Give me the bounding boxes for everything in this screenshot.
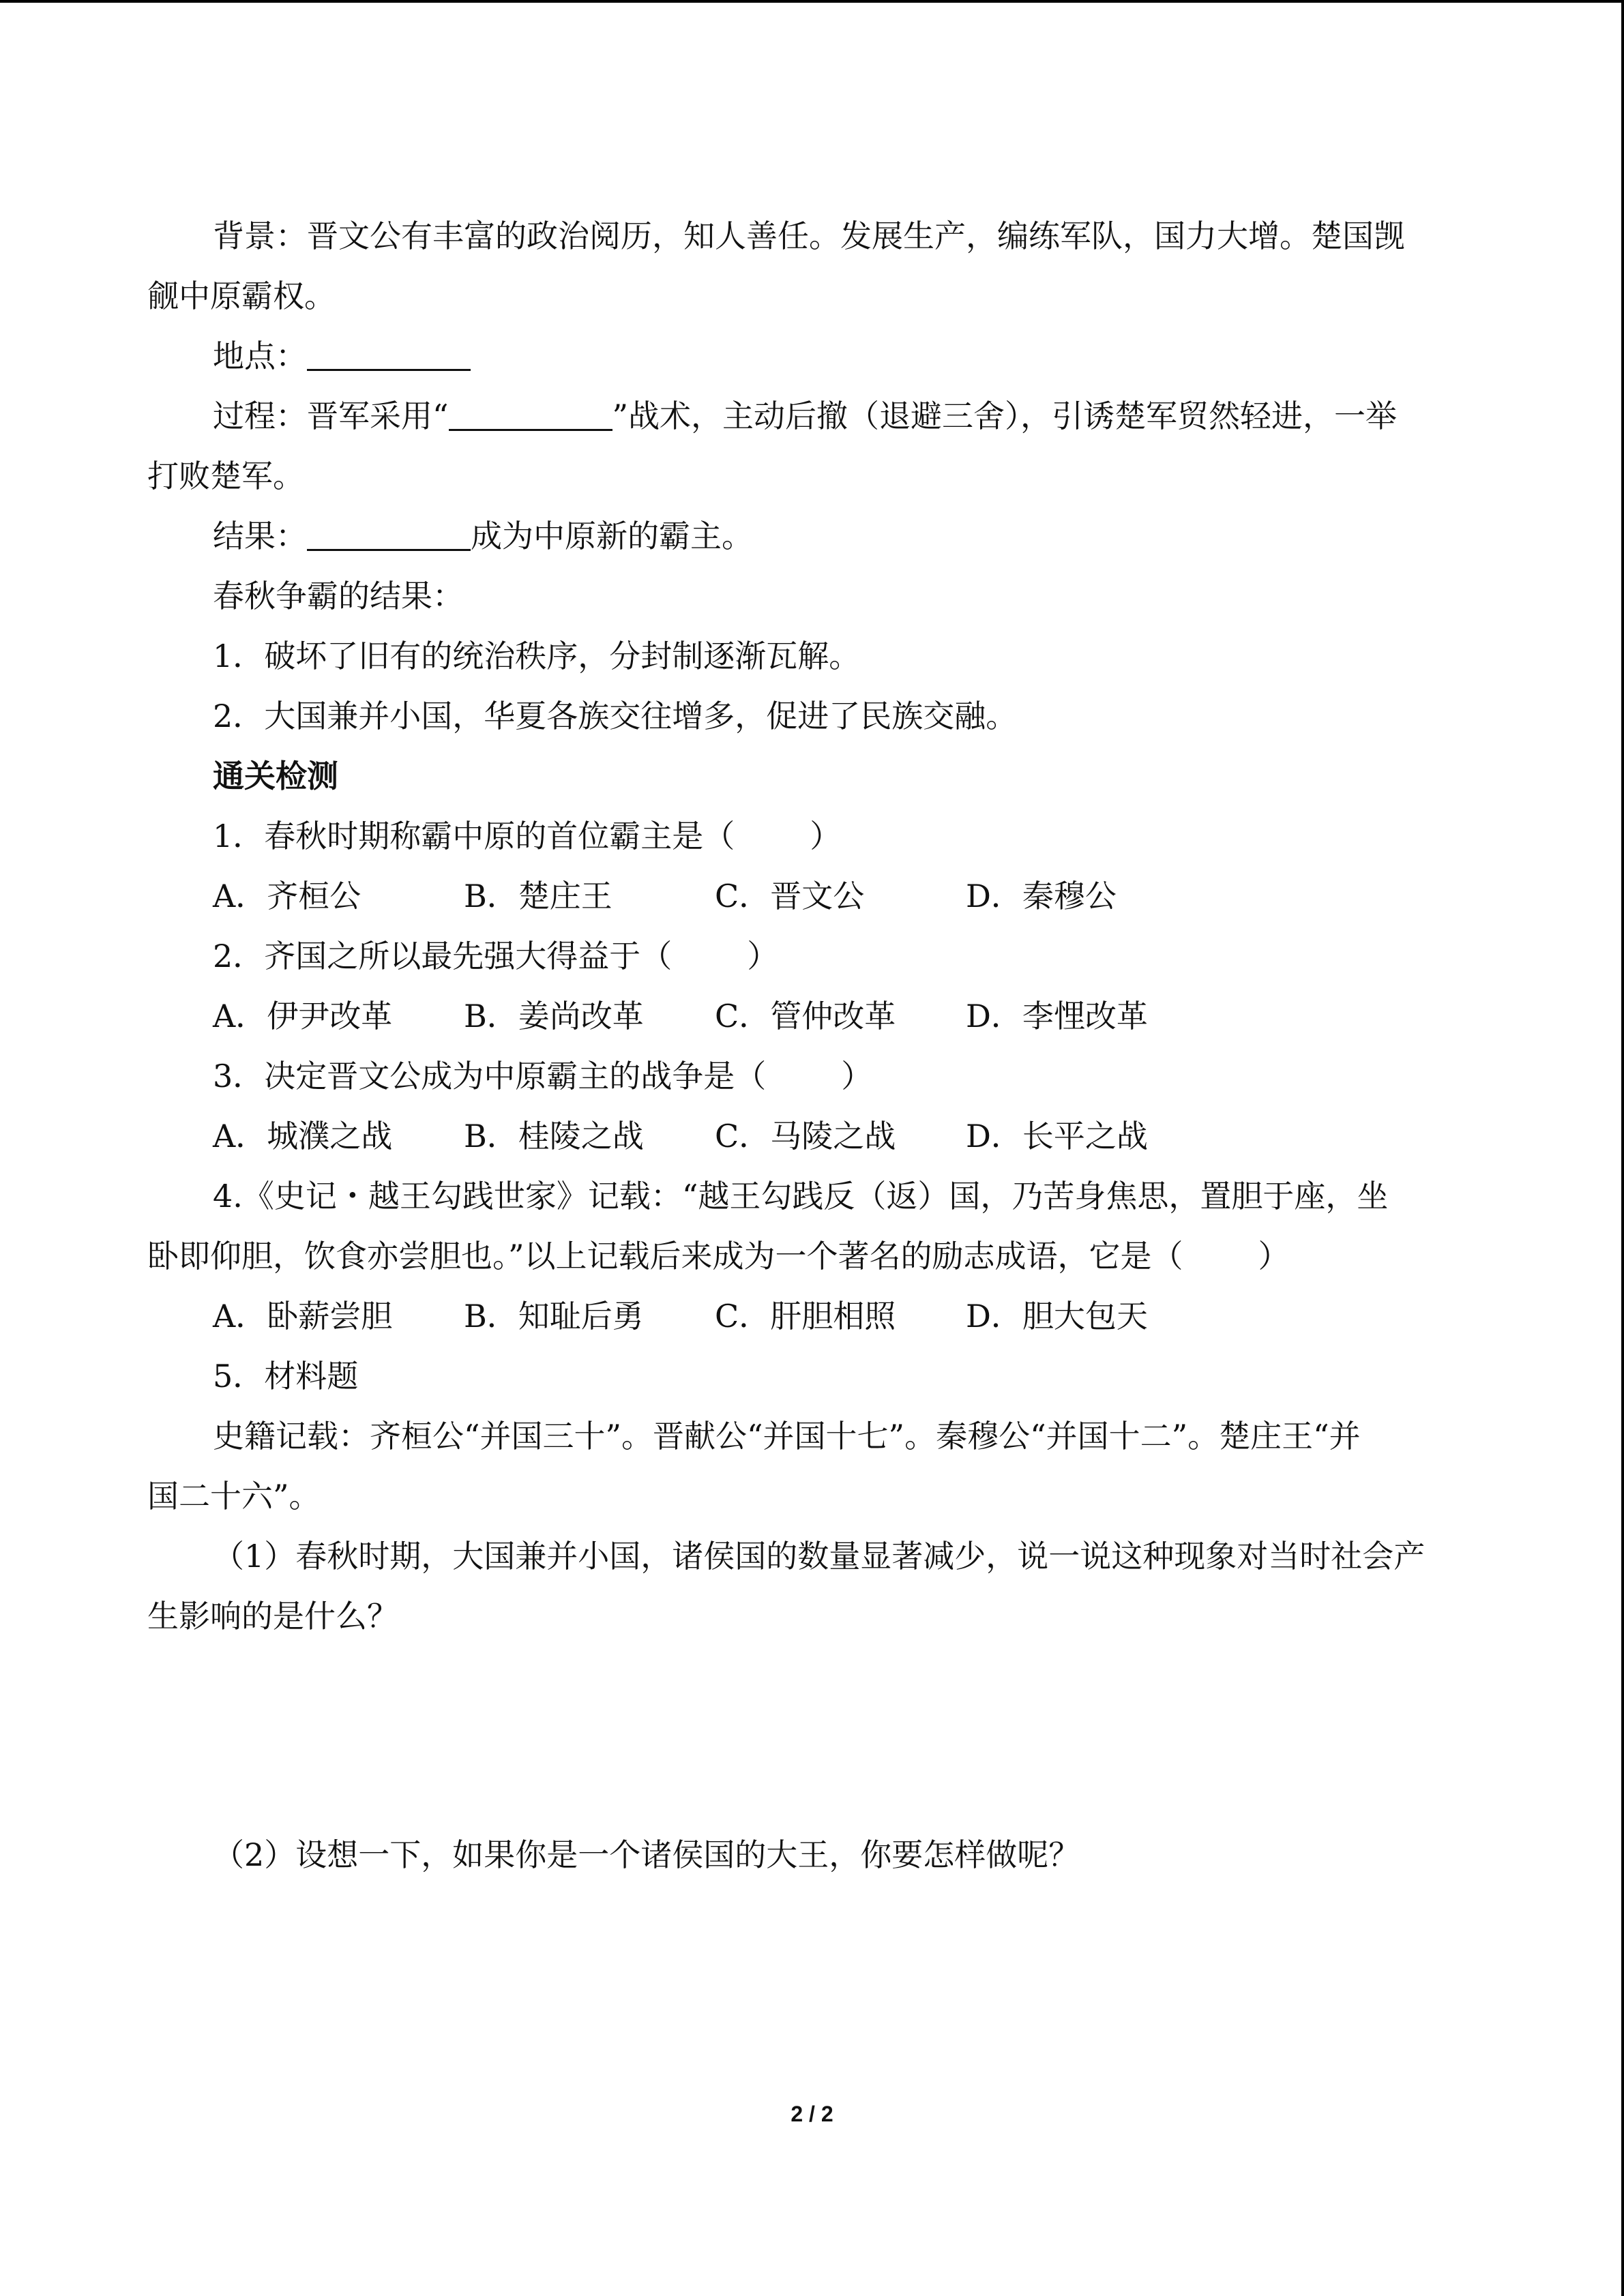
question-5-sub2: （2）设想一下，如果你是一个诸侯国的大王，你要怎样做呢？: [213, 1836, 1080, 1873]
question-4-line1: 4.《史记・越王勾践世家》记载：“越王勾践反（返）国，乃苦身焦思，置胆于座，坐: [213, 1178, 1389, 1214]
question-4-text: 卧即仰胆，饮食亦尝胆也。”以上记载后来成为一个著名的励志成语，它是（: [147, 1238, 1183, 1274]
q2-option-a[interactable]: A．伊尹改革: [213, 998, 393, 1034]
q2-option-c[interactable]: C．管仲改革: [715, 998, 896, 1034]
location-blank[interactable]: [307, 339, 471, 371]
result-line: [213, 516, 1481, 556]
q4-option-a[interactable]: A．卧薪尝胆: [213, 1298, 393, 1335]
quiz-heading: 通关检测: [213, 758, 338, 794]
question-5-material-line2: 国二十六”。: [147, 1478, 321, 1515]
question-1-text: 1．春秋时期称霸中原的首位霸主是（: [213, 818, 735, 854]
q4-option-c[interactable]: C．肝胆相照: [715, 1298, 896, 1335]
question-5-material-line1: 史籍记载：齐桓公“并国三十”。晋献公“并国十七”。秦穆公“并国十二”。楚庄王“并: [213, 1418, 1361, 1455]
outcome-item-2: 2．大国兼并小国，华夏各族交往增多，促进了民族交融。: [213, 698, 1018, 734]
process-text-start: 过程：晋军采用“: [213, 398, 449, 434]
result-label: 结果：: [213, 518, 307, 554]
background-paragraph-line1: 背景：晋文公有丰富的政治阅历，知人善任。发展生产，编练军队，国力大增。楚国觊: [213, 218, 1405, 254]
q1-option-b[interactable]: B．楚庄王: [464, 878, 612, 914]
q3-option-c[interactable]: C．马陵之战: [715, 1118, 896, 1154]
tactic-blank[interactable]: [449, 399, 612, 431]
q2-option-d[interactable]: D．李悝改革: [966, 998, 1148, 1034]
q3-option-b[interactable]: B．桂陵之战: [464, 1118, 644, 1154]
location-line: [213, 336, 1481, 376]
question-1-close-paren: ）: [810, 818, 842, 854]
q1-option-d[interactable]: D．秦穆公: [966, 878, 1117, 914]
question-4-close-paren: ）: [1258, 1238, 1290, 1274]
question-1: [213, 816, 1481, 856]
page-top-border: [0, 0, 1624, 3]
q1-option-c[interactable]: C．晋文公: [715, 878, 865, 914]
question-5-sub1-line1: （1）春秋时期，大国兼并小国，诸侯国的数量显著减少，说一说这种现象对当时社会产: [213, 1538, 1426, 1575]
question-3-text: 3．决定晋文公成为中原霸主的战争是（: [213, 1058, 767, 1094]
q2-option-b[interactable]: B．姜尚改革: [464, 998, 644, 1034]
question-4-line2: [147, 1236, 1477, 1277]
background-paragraph-line2: 觎中原霸权。: [147, 278, 336, 314]
q3-option-a[interactable]: A．城濮之战: [213, 1118, 393, 1154]
q1-option-a[interactable]: A．齐桓公: [213, 878, 361, 914]
outcome-heading: 春秋争霸的结果：: [213, 578, 464, 614]
process-text-end: ”战术，主动后撤（退避三舍），引诱楚军贸然轻进，一举: [612, 398, 1398, 434]
outcome-item-1: 1．破坏了旧有的统治秩序，分封制逐渐瓦解。: [213, 638, 861, 674]
question-5-sub1-line2: 生影响的是什么？: [147, 1598, 398, 1635]
result-blank[interactable]: [307, 519, 471, 551]
question-2-close-paren: ）: [747, 938, 779, 974]
process-line1: [213, 396, 1481, 436]
question-2-text: 2．齐国之所以最先强大得益于（: [213, 938, 673, 974]
question-3-close-paren: ）: [841, 1058, 873, 1094]
page-number: 2 / 2: [791, 2102, 833, 2126]
location-label: 地点：: [213, 338, 307, 374]
question-5-title: 5．材料题: [213, 1358, 359, 1395]
process-line2: 打败楚军。: [147, 458, 304, 494]
q4-option-b[interactable]: B．知耻后勇: [464, 1298, 644, 1335]
result-text: 成为中原新的霸主。: [471, 518, 753, 554]
question-3: [213, 1056, 1481, 1097]
question-2: [213, 936, 1481, 976]
page-right-border: [1621, 0, 1624, 2296]
q3-option-d[interactable]: D．长平之战: [966, 1118, 1148, 1154]
q4-option-d[interactable]: D．胆大包天: [966, 1298, 1148, 1335]
